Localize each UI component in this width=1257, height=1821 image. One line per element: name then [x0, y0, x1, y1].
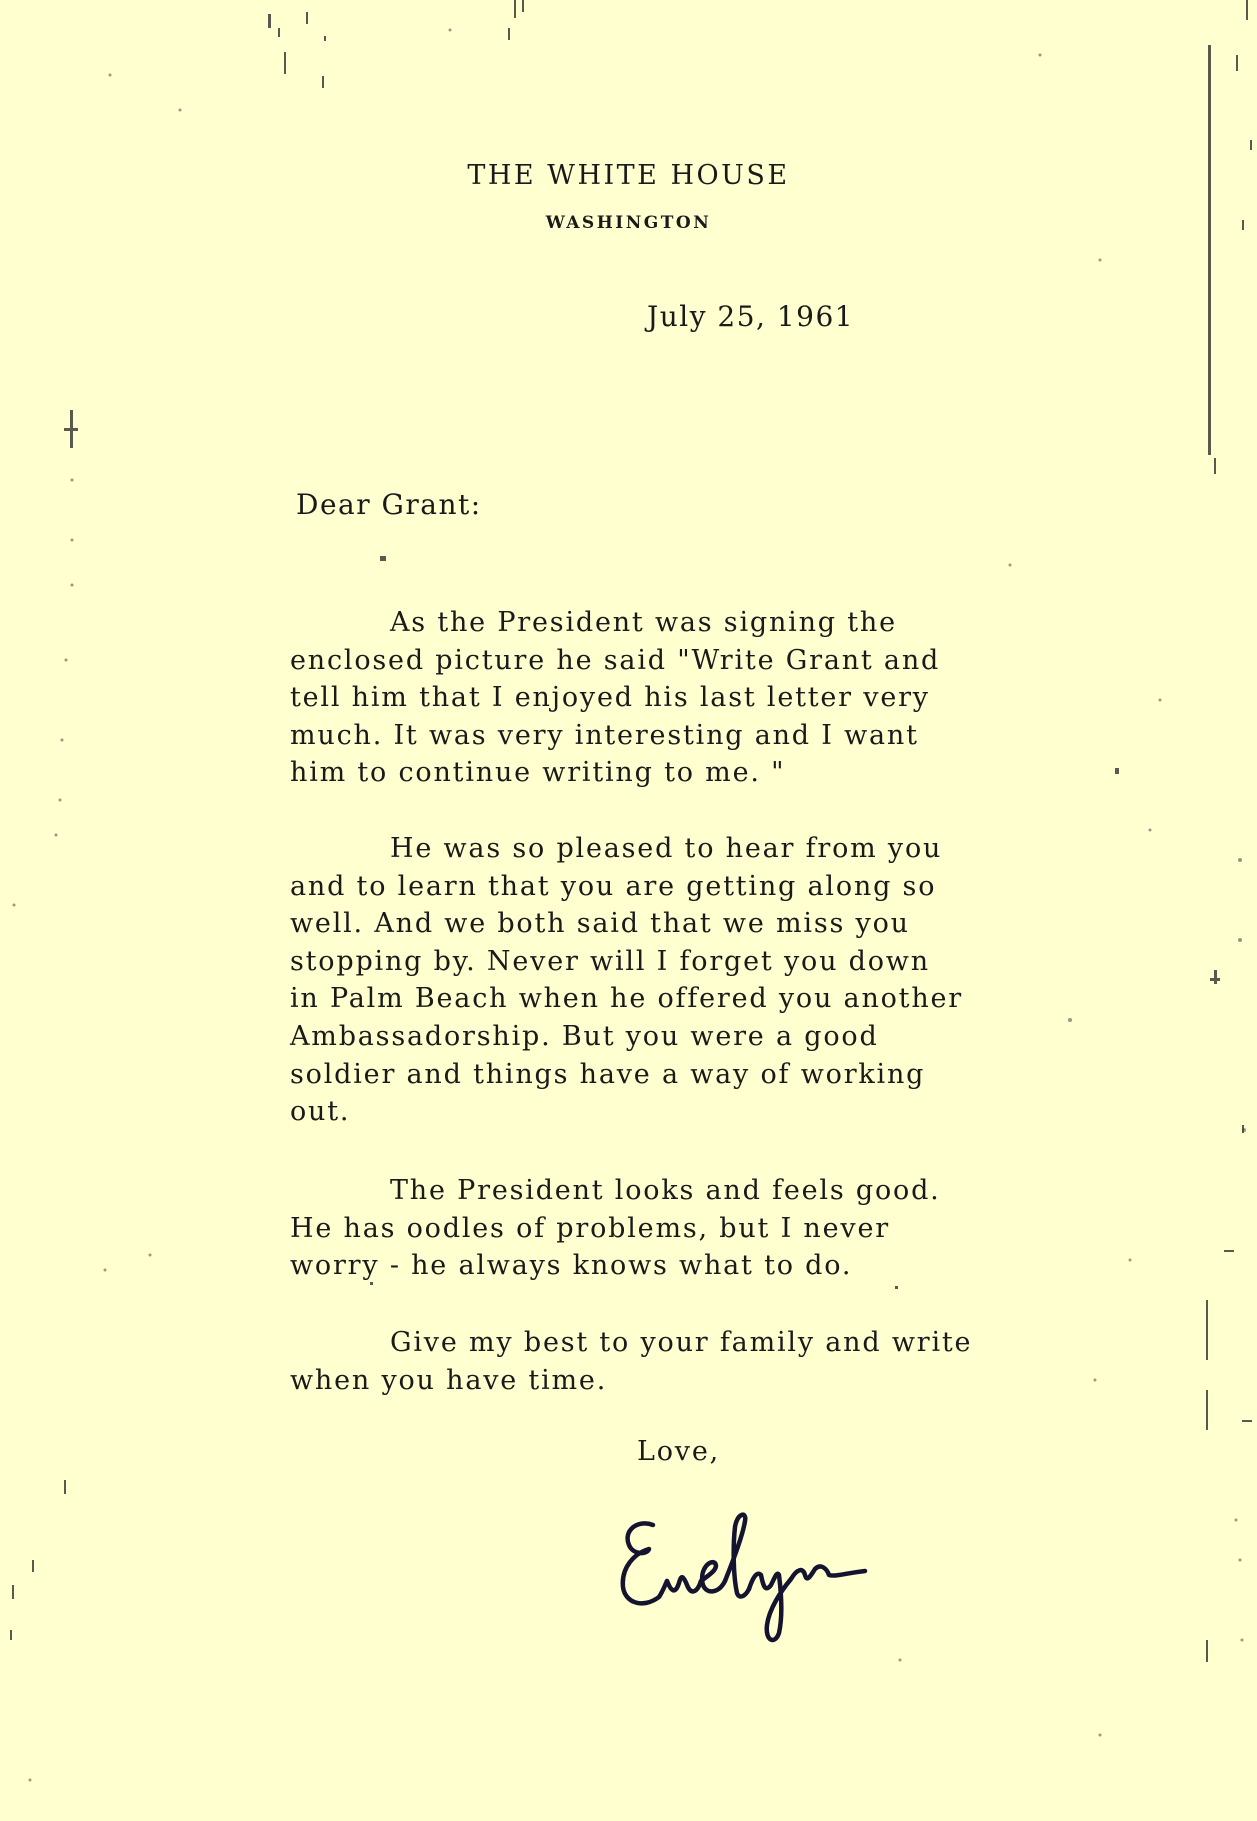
paragraph-line: him to continue writing to me. " — [290, 757, 786, 789]
body-paragraph-3 — [290, 1172, 1050, 1285]
paragraph-line: tell him that I enjoyed his last letter very — [290, 682, 930, 714]
paragraph-line: well. And we both said that we miss you — [290, 908, 910, 940]
paragraph-line: Give my best to your family and write — [390, 1327, 973, 1358]
paragraph-line: soldier and things have a way of working — [290, 1058, 926, 1090]
paragraph-line: He was so pleased to hear from you — [390, 833, 943, 864]
closing: Love, — [637, 1436, 720, 1467]
letterhead-title: THE WHITE HOUSE — [467, 160, 790, 191]
paragraph-line: much. It was very interesting and I want — [290, 719, 919, 751]
paragraph-line: The President looks and feels good. — [390, 1175, 941, 1206]
paragraph-line: As the President was signing the — [390, 607, 897, 638]
paragraph-line: worry - he always knows what to do. — [290, 1250, 853, 1282]
salutation: Dear Grant: — [296, 488, 482, 521]
handwritten-signature — [615, 1505, 885, 1645]
paragraph-line: Ambassadorship. But you were a good — [290, 1020, 879, 1052]
paragraph-line: enclosed picture he said "Write Grant and — [290, 644, 941, 676]
paragraph-line: and to learn that you are getting along so — [290, 870, 937, 902]
paragraph-line: He has oodles of problems, but I never — [290, 1212, 890, 1244]
body-paragraph-2 — [290, 830, 1050, 1131]
letterhead-subtitle: WASHINGTON — [545, 213, 712, 233]
paragraph-line: when you have time. — [290, 1364, 608, 1396]
paragraph-line: in Palm Beach when he offered you another — [290, 983, 964, 1015]
paragraph-line: out. — [290, 1096, 351, 1128]
letter-date: July 25, 1961 — [647, 300, 855, 333]
body-paragraph-1 — [290, 604, 1050, 792]
paragraph-line: stopping by. Never will I forget you down — [290, 945, 930, 977]
body-paragraph-4 — [290, 1324, 1050, 1399]
